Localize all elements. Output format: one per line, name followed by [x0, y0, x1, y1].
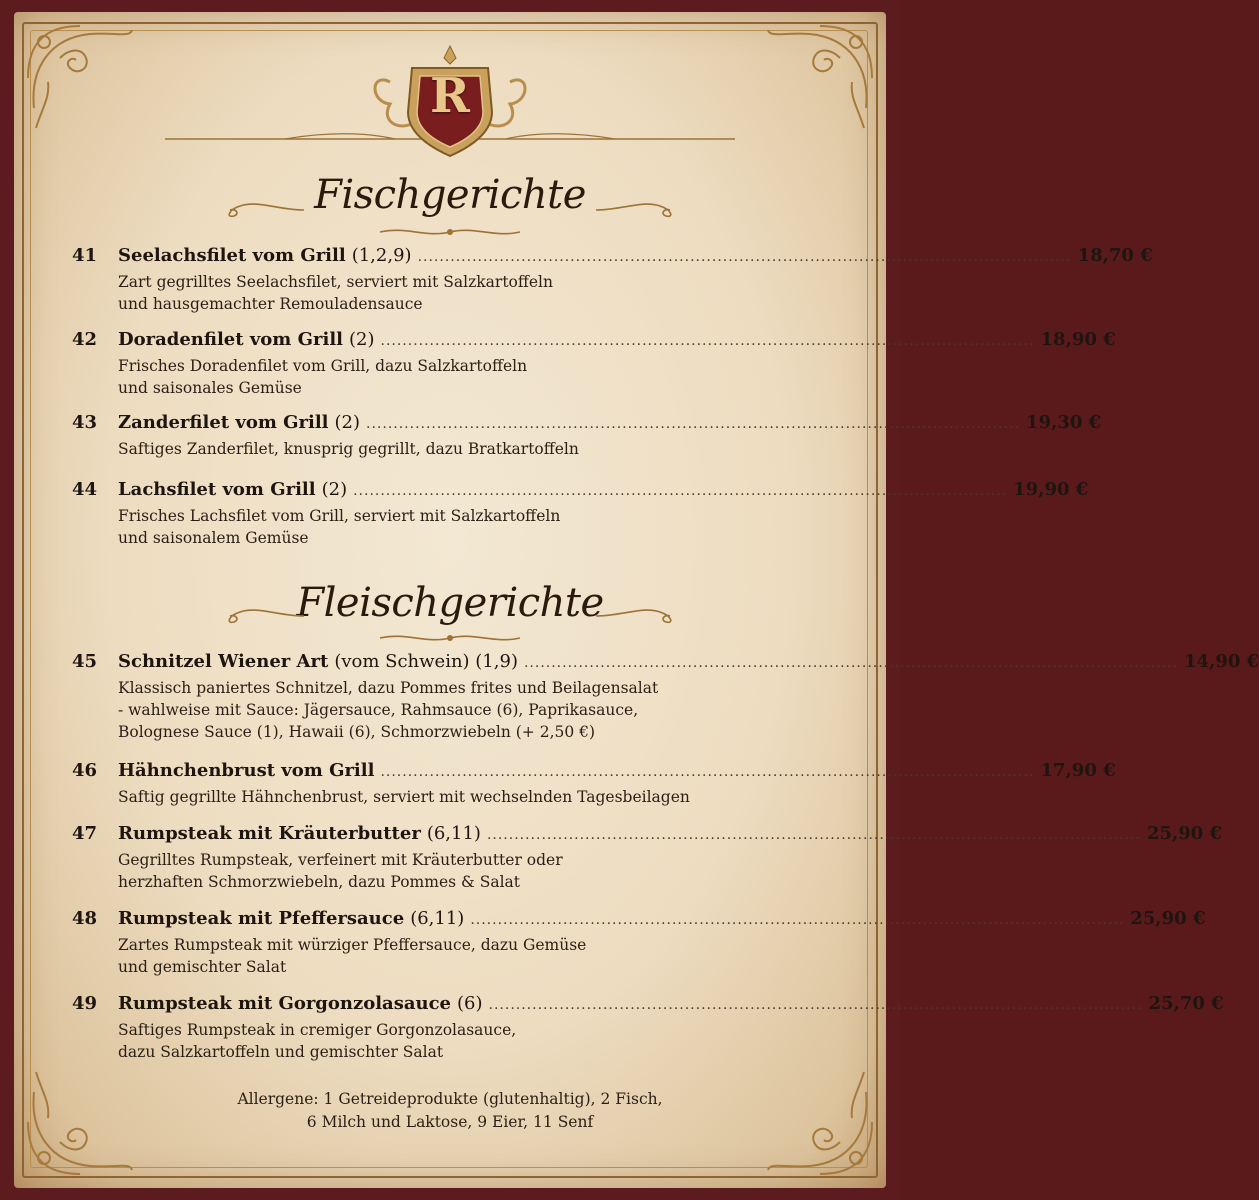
item-description: Klassisch paniertes Schnitzel, dazu Pommes frites und Beilagensalat - wahlweise mit Sauce: Jägersauce, Rahmsauce (6), Paprikasauce, Bolognese Sauce (1), Hawaii (6), Schmorzwiebeln (+ 2,50 €) [118, 679, 659, 741]
menu-item [72, 479, 1089, 549]
item-name: Rumpsteak mit Gorgonzolasauce [118, 993, 452, 1014]
item-name: Doradenfilet vom Grill [118, 329, 343, 350]
section-title-fischgerichte: Fischgerichte [314, 172, 586, 218]
item-price: 19,90 € [1013, 479, 1089, 500]
flourish-right-icon [594, 602, 682, 626]
item-price: 18,90 € [1040, 329, 1116, 350]
item-number: 43 [72, 412, 98, 433]
item-name: Zanderfilet vom Grill [118, 412, 329, 433]
menu-item [72, 329, 1116, 399]
corner-ornament-icon [760, 1062, 880, 1182]
menu-item [72, 908, 1206, 978]
corner-ornament-icon [20, 18, 140, 138]
menu-item [72, 993, 1224, 1063]
corner-ornament-icon [20, 1062, 140, 1182]
leader-dots: ........................................................................................................................ [366, 416, 1021, 432]
leader-dots: ........................................................................................................................ [486, 827, 1141, 843]
item-name: Rumpsteak mit Pfeffersauce [118, 908, 405, 929]
leader-dots: ........................................................................................................................ [488, 997, 1143, 1013]
item-allergens: (6,11) [410, 908, 465, 929]
leader-dots: ........................................................................................................................ [353, 483, 1008, 499]
item-price: 17,90 € [1040, 760, 1116, 781]
item-allergens: (6) [457, 993, 483, 1014]
menu-item [72, 245, 1153, 315]
item-allergens: (2) [334, 412, 361, 433]
section-title-fleischgerichte: Fleischgerichte [296, 580, 604, 626]
item-number: 44 [72, 479, 98, 500]
item-number: 49 [72, 993, 98, 1014]
item-price: 19,30 € [1026, 412, 1102, 433]
item-allergens: (6,11) [426, 823, 481, 844]
leader-dots: ........................................................................................................................ [380, 333, 1035, 349]
item-number: 47 [72, 823, 98, 844]
item-number: 48 [72, 908, 98, 929]
item-description: Saftiges Zanderfilet, knusprig gegrillt, dazu Bratkartoffeln [118, 440, 579, 458]
leader-dots: ........................................................................................................................ [470, 912, 1125, 928]
item-price: 18,70 € [1077, 245, 1153, 266]
item-name: Hähnchenbrust vom Grill [118, 760, 375, 781]
item-allergens: (2) [321, 479, 348, 500]
title-underline-flourish-icon [376, 630, 524, 646]
item-price: 25,90 € [1146, 823, 1223, 844]
menu-item [72, 412, 1102, 460]
item-name: Schnitzel Wiener Art [118, 651, 329, 672]
item-description: Zart gegrilltes Seelachsfilet, serviert mit Salzkartoffeln und hausgemachter Remouladensauce [118, 273, 553, 313]
item-description: Frisches Lachsfilet vom Grill, serviert mit Salzkartoffeln und saisonalem Gemüse [118, 507, 561, 547]
item-name: Seelachsfilet vom Grill [118, 245, 346, 266]
menu-item [72, 651, 1259, 743]
item-number: 45 [72, 651, 98, 672]
leader-dots: ........................................................................................................................ [417, 249, 1072, 265]
item-description: Zartes Rumpsteak mit würziger Pfeffersauce, dazu Gemüse und gemischter Salat [118, 936, 587, 976]
crest-letter: R [430, 68, 470, 124]
item-name: Rumpsteak mit Kräuterbutter [118, 823, 421, 844]
item-description: Saftig gegrillte Hähnchenbrust, serviert mit wechselnden Tagesbeilagen [118, 788, 690, 806]
item-number: 41 [72, 245, 98, 266]
title-underline-flourish-icon [376, 224, 524, 240]
item-price: 14,90 € [1184, 651, 1259, 672]
leader-dots: ........................................................................................................................ [523, 655, 1178, 671]
item-allergens: (1,2,9) [351, 245, 412, 266]
flourish-left-icon [218, 196, 306, 220]
menu-item [72, 760, 1116, 808]
leader-dots: ........................................................................................................................ [380, 764, 1035, 780]
corner-ornament-icon [760, 18, 880, 138]
item-price: 25,90 € [1130, 908, 1206, 929]
flourish-right-icon [594, 196, 682, 220]
item-price: 25,70 € [1148, 993, 1224, 1014]
item-allergens: (vom Schwein) (1,9) [334, 651, 518, 672]
item-description: Gegrilltes Rumpsteak, verfeinert mit Kräuterbutter oder herzhaften Schmorzwiebeln, dazu Pommes & Salat [118, 851, 563, 891]
item-name: Lachsfilet vom Grill [118, 479, 316, 500]
flourish-left-icon [218, 602, 306, 626]
item-description: Frisches Doradenfilet vom Grill, dazu Salzkartoffeln und saisonales Gemüse [118, 357, 528, 397]
item-number: 42 [72, 329, 98, 350]
allergen-legend: Allergene: 1 Getreideprodukte (glutenhaltig), 2 Fisch, 6 Milch und Laktose, 9 Eier, 11 Senf [237, 1090, 663, 1131]
menu-item [72, 823, 1223, 893]
item-description: Saftiges Rumpsteak in cremiger Gorgonzolasauce, dazu Salzkartoffeln und gemischter Salat [118, 1021, 517, 1061]
item-number: 46 [72, 760, 98, 781]
item-allergens: (2) [349, 329, 375, 350]
